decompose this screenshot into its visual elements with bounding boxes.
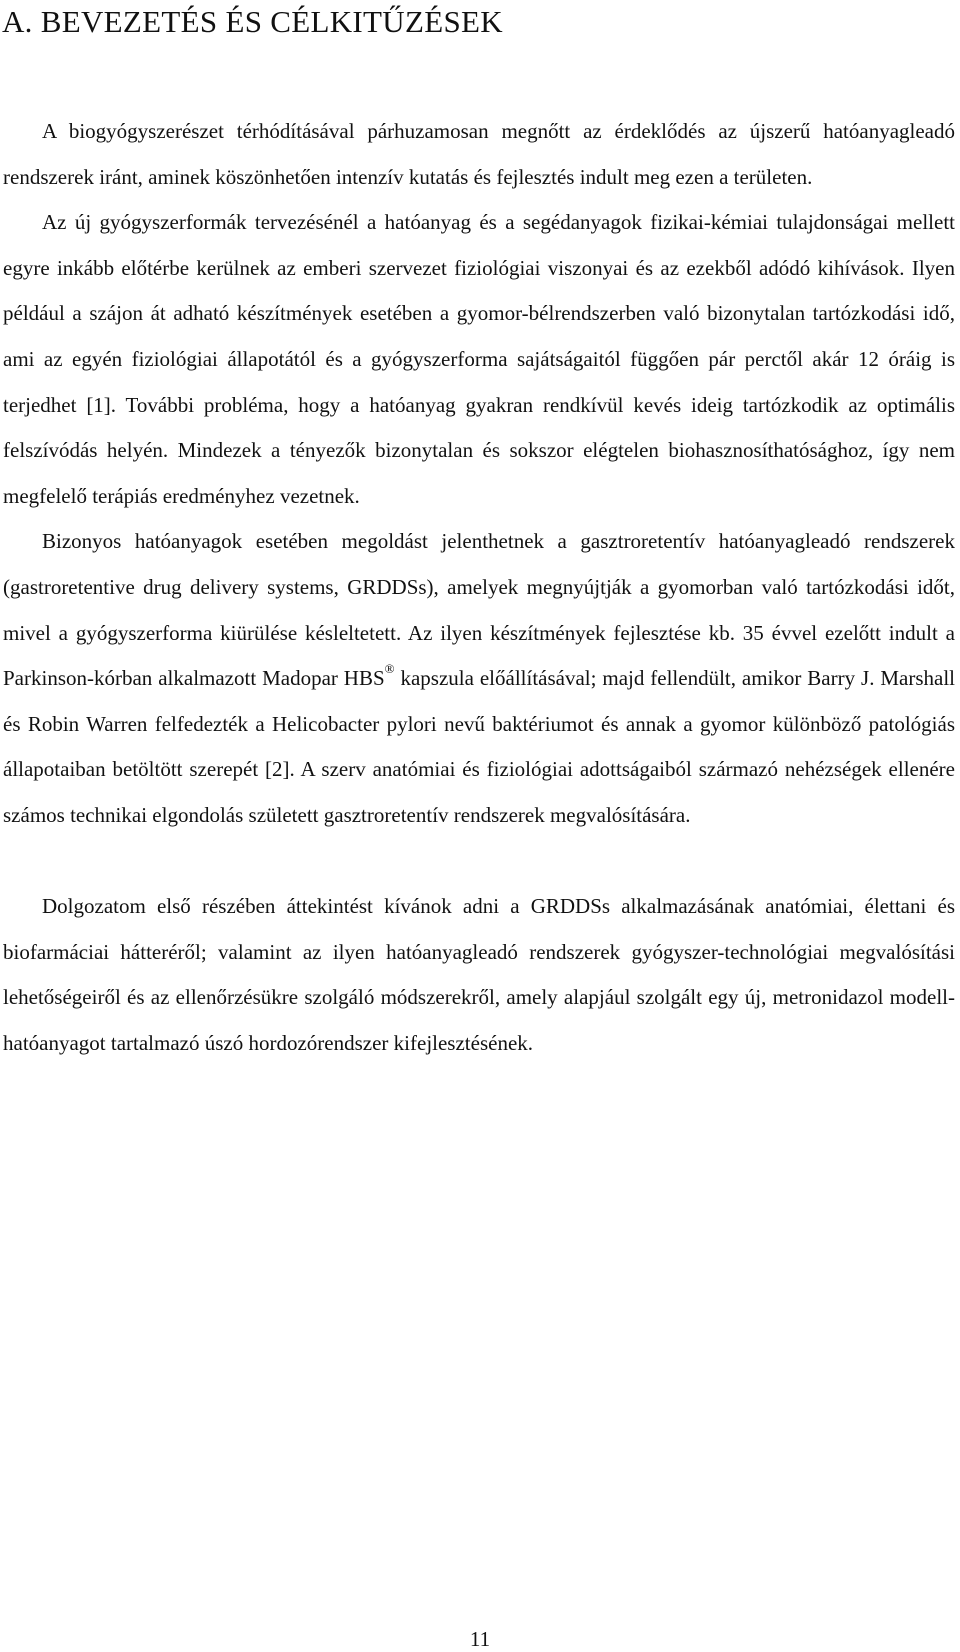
- paragraph-grdds-text-before: Bizonyos hatóanyagok esetében megoldást jelenthetnek a gasztroretentív hatóanyagleadó rendszerek (gastroretentive drug delivery systems, GRDDSs), amelyek megnyújtják a gyomorban való tartózkodási időt, mivel a gyógyszerforma kiürülése késleltetett. Az ilyen készítmények fejlesztése kb. 35 évvel ezelőtt indult a Parkinson-kórban alkalmazott Madopar HBS: [3, 529, 955, 691]
- paragraph-grdds-text-after: kapszula előállításával; majd fellendült, amikor Barry J. Marshall és Robin Warren felfedezték a Helicobacter pylori nevű baktériumot és annak a gyomor különböző patológiás állapotaiban betöltött szerepét [2]. A szerv anatómiai és fiziológiai adottságaiból származó nehézségek ellenére számos technikai elgondolás született gasztroretentív rendszerek megvalósítására.: [3, 666, 955, 827]
- section-heading: A. BEVEZETÉS ÉS CÉLKITŰZÉSEK: [2, 4, 503, 39]
- paragraph-physiology: Az új gyógyszerformák tervezésénél a hatóanyag és a segédanyagok fizikai-kémiai tulajdonságai mellett egyre inkább előtérbe kerülnek az emberi szervezet fiziológiai viszonyai és az ezekből adódó kihívások. Ilyen például a szájon át adható készítmények esetében a gyomor-bélrendszerben való bizonytalan tartózkodási idő, ami az egyén fiziológiai állapotától és a gyógyszerforma sajátságaitól függően pár perctől akár 12 óráig is terjedhet [1]. További probléma, hogy a hatóanyag gyakran rendkívül kevés ideig tartózkodik az optimális felszívódás helyén. Mindezek a tényezők bizonytalan és sokszor elégtelen biohasznosíthatósághoz, így nem megfelelő terápiás eredményhez vezetnek.: [3, 210, 955, 508]
- body-text: [3, 109, 955, 1066]
- registered-trademark-mark: ®: [384, 661, 395, 677]
- page-number: 11: [469, 1627, 491, 1651]
- paragraph-aims: Dolgozatom első részében áttekintést kívánok adni a GRDDSs alkalmazásának anatómiai, élettani és biofarmáciai hátteréről; valamint az ilyen hatóanyagleadó rendszerek gyógyszer-technológiai megvalósítási lehetőségeiről és az ellenőrzésükre szolgáló módszerekről, amely alapjául szolgált egy új, metronidazol modell-hatóanyagot tartalmazó úszó hordozórendszer kifejlesztésének.: [3, 894, 955, 1055]
- paragraph-intro: A biogyógyszerészet térhódításával párhuzamosan megnőtt az érdeklődés az újszerű hatóanyagleadó rendszerek iránt, aminek köszönhetően intenzív kutatás és fejlesztés indult meg ezen a területen.: [3, 119, 955, 189]
- paragraph-grdds: [3, 519, 955, 838]
